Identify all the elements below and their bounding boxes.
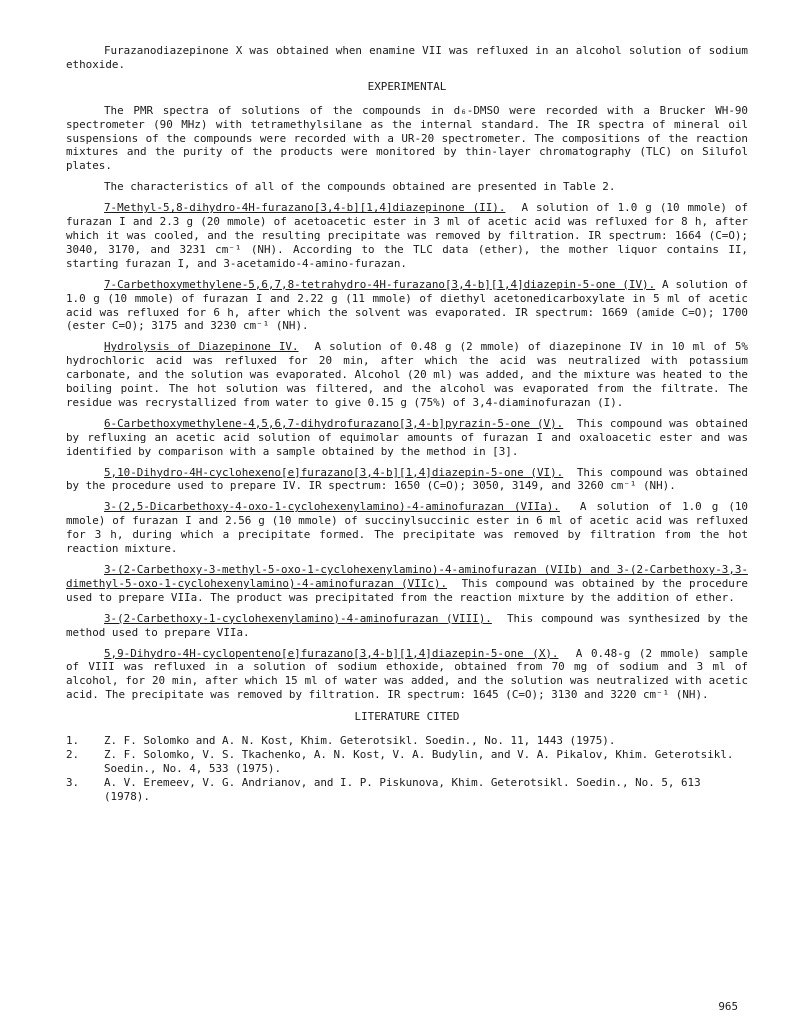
experimental-paragraph-instruments: The PMR spectra of solutions of the compounds in d₆-DMSO were recorded with a Brucker WH-90 spectrometer (90 MHz) with tetramethylsilane as the internal standard. The IR spectra of mineral oil suspensions of the compounds were recorded with a UR-20 spectrometer. The compositions of the reaction mixtures and the purity of the products were monitored by thin-layer chromatography (TLC) on Silufol plates. (66, 103, 748, 173)
paper-page (66, 44, 748, 804)
experimental-heading: EXPERIMENTAL (367, 79, 447, 93)
procedure-hydrolysis (66, 340, 748, 410)
procedure-body: This compound was obtained by refluxing an acetic acid solution of equimolar amounts of furazan I and oxaloacetic ester and was identified by comparison with a sample obtained by the method in [3]. (66, 416, 748, 458)
procedure-compound-viib-viic (66, 563, 748, 605)
intro-paragraph: Furazanodiazepinone X was obtained when enamine VII was refluxed in an alcohol solution of sodium ethoxide. (66, 44, 748, 71)
procedure-title: 3-(2-Carbethoxy-1-cyclohexenylamino)-4-aminofurazan (VIII). (104, 611, 492, 625)
reference-text: A. V. Eremeev, V. G. Andrianov, and I. P. Piskunova, Khim. Geterotsikl. Soedin., No. 5, 613 (1978). (104, 775, 701, 803)
reference-item (66, 776, 748, 804)
procedure-compound-viii (66, 612, 748, 640)
procedure-compound-ii (66, 201, 748, 271)
procedure-body: A 0.48-g (2 mmole) sample of VIII was refluxed in a solution of sodium ethoxide, obtained from 70 mg of sodium and 3 ml of alcohol, for 20 min, after which 15 ml of water was added, and the solution was neutralized with acetic acid. The precipitate was removed by filtration. IR spectrum: 1645 (C=O); 3130 and 3220 cm⁻¹ (NH). (66, 646, 748, 702)
procedure-title: 3-(2,5-Dicarbethoxy-4-oxo-1-cyclohexenylamino)-4-aminofurazan (VIIa). (104, 500, 560, 514)
procedure-title: 5,9-Dihydro-4H-cyclopenteno[e]furazano[3,4-b][1,4]diazepin-5-one (X). (104, 646, 559, 660)
reference-item (66, 748, 748, 776)
procedure-body: This compound was synthesized by the method used to prepare VIIa. (66, 611, 748, 639)
reference-text: Z. F. Solomko, V. S. Tkachenko, A. N. Kost, V. A. Budylin, and V. A. Pikalov, Khim. Geterotsikl. Soedin., No. 4, 533 (1975). (104, 747, 734, 775)
procedure-compound-v (66, 417, 748, 459)
procedure-body: A solution of 0.48 g (2 mmole) of diazepinone IV in 10 ml of 5% hydrochloric acid was refluxed for 20 min, after which the acid was neutralized with potassium carbonate, and the solution was evaporated. Alcohol (20 ml) was added, and the mixture was heated to the boiling point. The hot solution was filtered, and the alcohol was evaporated from the filtrate. The residue was recrystallized from water to give 0.15 g (75%) of 3,4-diaminofurazan (I). (66, 340, 748, 409)
procedure-body: A solution of 1.0 g (10 mmole) of furazan I and 2.56 g (10 mmole) of succinylsuccinic ester in 6 ml of acetic acid was refluxed for 3 h, during which a precipitate formed. The precipitate was removed by filtration from the hot reaction mixture. (66, 500, 748, 556)
reference-list (66, 734, 748, 804)
reference-number: 3. (66, 775, 80, 789)
procedure-compound-vi (66, 466, 748, 494)
reference-item (66, 734, 748, 748)
experimental-paragraph-table-ref: The characteristics of all of the compounds obtained are presented in Table 2. (104, 180, 616, 194)
procedure-body: A solution of 1.0 g (10 mmole) of furazan I and 2.22 g (11 mmole) of diethyl acetonedicarboxylate in 5 ml of acetic acid was refluxed for 6 h, after which the solvent was evaporated. IR spectrum: 1669 (amide C=O); 1700 (ester C=O); 3175 and 3230 cm⁻¹ (NH). (66, 277, 748, 333)
procedure-compound-iv (66, 278, 748, 334)
procedure-title: 5,10-Dihydro-4H-cyclohexeno[e]furazano[3,4-b][1,4]diazepin-5-one (VI). (104, 465, 564, 479)
procedure-compound-x (66, 647, 748, 703)
reference-text: Z. F. Solomko and A. N. Kost, Khim. Geterotsikl. Soedin., No. 11, 1443 (1975). (104, 734, 616, 748)
page-number: 965 (718, 1000, 738, 1013)
procedure-title: 7-Carbethoxymethylene-5,6,7,8-tetrahydro-4H-furazano[3,4-b][1,4]diazepin-5-one (IV). (104, 277, 656, 291)
reference-number: 2. (66, 747, 80, 761)
procedure-title: 7-Methyl-5,8-dihydro-4H-furazano[3,4-b][1,4]diazepinone (II). (104, 201, 506, 215)
procedure-body: This compound was obtained by the procedure used to prepare IV. IR spectrum: 1650 (C=O); 3050, 3149, and 3260 cm⁻¹ (NH). (66, 465, 748, 493)
reference-number: 1. (66, 734, 80, 748)
procedure-compound-viia (66, 500, 748, 556)
procedure-title: 3-(2-Carbethoxy-3-methyl-5-oxo-1-cyclohexenylamino)-4-aminofurazan (VIIb) and 3-(2-Carbethoxy-3,3-dimethyl-5-oxo-1-cyclohexenylamino)-4-aminofurazan (VIIc). (66, 563, 748, 590)
procedure-body: This compound was obtained by the procedure used to prepare VIIa. The product was precipitated from the reaction mixture by the addition of ether. (66, 576, 748, 604)
literature-heading: LITERATURE CITED (354, 710, 460, 724)
procedure-body: A solution of 1.0 g (10 mmole) of furazan I and 2.3 g (20 mmole) of acetoacetic ester in 3 ml of acetic acid was refluxed for 8 h, after which it was cooled, and the resulting precipitate was removed by filtration. IR spectrum: 1664 (C=O); 3040, 3170, and 3231 cm⁻¹ (NH). According to the TLC data (ether), the mother liquor contains II, starting furazan I, and 3-acetamido-4-amino-furazan. (66, 201, 748, 270)
procedure-title: Hydrolysis of Diazepinone IV. (104, 340, 299, 354)
procedure-title: 6-Carbethoxymethylene-4,5,6,7-dihydrofurazano[3,4-b]pyrazin-5-one (V). (104, 416, 564, 430)
